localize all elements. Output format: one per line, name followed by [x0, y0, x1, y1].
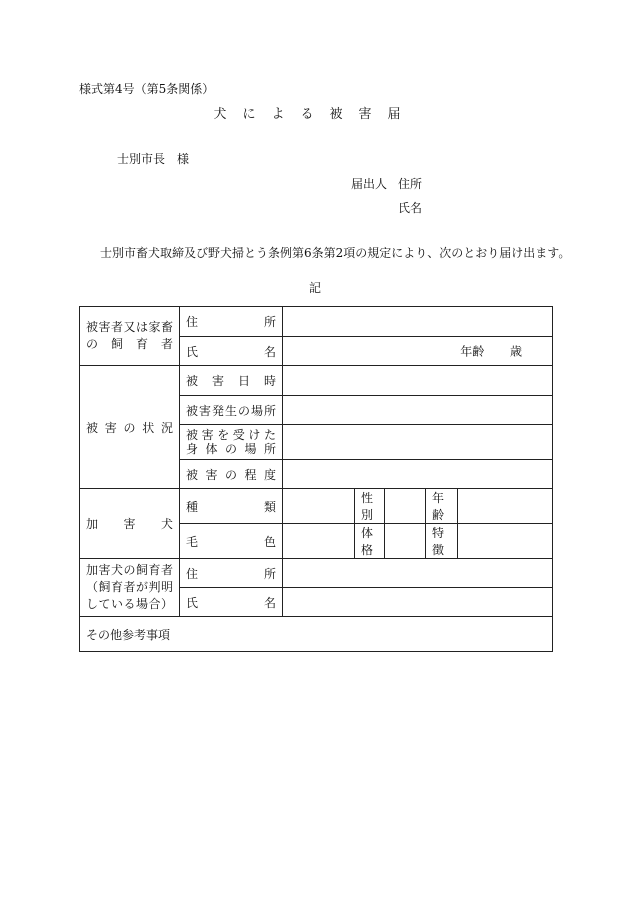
table-row — [80, 617, 553, 652]
damage-datetime-field[interactable] — [283, 366, 553, 396]
sex-label: 性別 — [355, 489, 385, 524]
table-row — [80, 559, 553, 588]
table-row — [80, 307, 553, 337]
notes-field[interactable] — [80, 617, 553, 652]
sex-field[interactable] — [385, 489, 426, 524]
owner-name-field[interactable] — [283, 588, 553, 617]
damage-degree-label: 被害の程度 — [180, 460, 283, 489]
age-label: 年齢 — [460, 344, 485, 359]
owner-name-label: 氏名 — [180, 588, 283, 617]
dog-age-label: 年齢 — [426, 489, 458, 524]
table-row — [80, 366, 553, 396]
features-label: 特徴 — [426, 524, 458, 559]
document-title: 犬による被害届 — [213, 107, 417, 122]
build-label: 体格 — [355, 524, 385, 559]
form-number: 様式第4号（第5条関係） — [79, 82, 215, 96]
coat-color-field[interactable] — [283, 524, 355, 559]
victim-name-label: 氏名 — [180, 337, 283, 366]
breed-label: 種類 — [180, 489, 283, 524]
notes-label: その他参考事項 — [86, 627, 171, 642]
applicant-name-label: 氏名 — [398, 201, 423, 215]
addressee: 士別市長 様 — [117, 152, 190, 166]
table-row — [80, 489, 553, 524]
damage-report-table — [79, 306, 553, 652]
ki-heading: 記 — [308, 281, 321, 295]
injured-part-field[interactable] — [283, 425, 553, 460]
owner-group-label: 加害犬の飼育者 （飼育者が判明 している場合） — [80, 559, 180, 617]
applicant-address-label: 住所 — [398, 177, 423, 191]
damage-place-label: 被害発生の場所 — [180, 396, 283, 425]
damage-degree-field[interactable] — [283, 460, 553, 489]
breed-field[interactable] — [283, 489, 355, 524]
injured-part-label: 被害を受けた 身体の場所 — [180, 425, 283, 460]
victim-address-label: 住所 — [180, 307, 283, 337]
coat-color-label: 毛色 — [180, 524, 283, 559]
features-field[interactable] — [458, 524, 553, 559]
owner-address-field[interactable] — [283, 559, 553, 588]
victim-group-label: 被害者又は家畜 の飼育者 — [80, 307, 180, 366]
applicant-label: 届出人 — [351, 177, 388, 191]
victim-address-field[interactable] — [283, 307, 553, 337]
dog-group-label: 加害犬 — [80, 489, 180, 559]
age-unit: 歳 — [510, 344, 523, 359]
owner-address-label: 住所 — [180, 559, 283, 588]
victim-name-field[interactable] — [283, 337, 553, 366]
dog-age-field[interactable] — [458, 489, 553, 524]
damage-group-label: 被害の状況 — [80, 366, 180, 489]
damage-datetime-label: 被害日時 — [180, 366, 283, 396]
statement-text: 士別市畜犬取締及び野犬掃とう条例第6条第2項の規定により、次のとおり届け出ます。 — [100, 246, 571, 260]
build-field[interactable] — [385, 524, 426, 559]
damage-place-field[interactable] — [283, 396, 553, 425]
